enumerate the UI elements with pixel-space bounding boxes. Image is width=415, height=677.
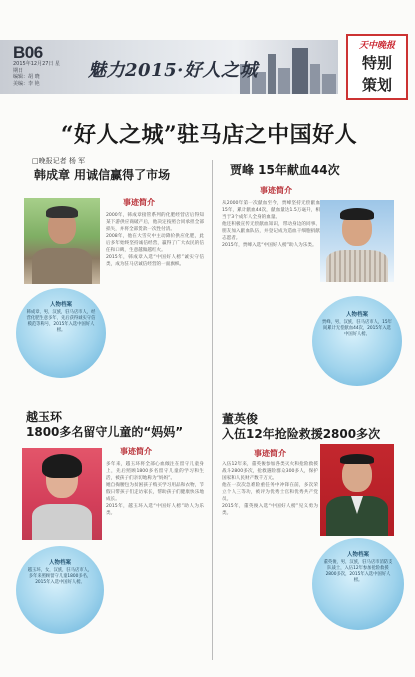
headline-name: 董英俊: [222, 412, 259, 426]
hair-shape: [340, 208, 374, 220]
article-body: [222, 461, 318, 517]
paragraph: 多年来，越玉环将全部心血倾注在留守儿童身上，先后照顾1800多名留守儿童的学习和生活，被孩子们亲切地称为“妈妈”。: [106, 462, 204, 481]
clothes-shape: [32, 504, 92, 540]
bubble-heading: 人物档案: [346, 552, 369, 558]
paragraph: 2015年，贾峰入选“中国好人榜”助人为乐类。: [222, 243, 317, 248]
pub-designer: 美编：李 艳: [13, 80, 40, 87]
portrait-photo: [22, 448, 102, 540]
headline-subtitle: 1800多名留守儿童的“妈妈”: [26, 425, 184, 439]
bubble-text: 越玉环，女，汉族，驻马店市人，多年来照顾留守儿童1800多名，2015年入选中国好人榜。: [27, 568, 93, 585]
stamp-brand: 天中晚报: [358, 41, 395, 51]
skyline-building: [292, 48, 308, 94]
paragraph: 他在一次次急难险重任务中冲锋在前，多次荣立个人三等功，被评为优秀士官和优秀共产党员。: [222, 483, 318, 502]
skyline-building: [310, 64, 320, 94]
paragraph: 2015年，韩成章入选“中国好人榜”诚实守信类，成为驻马店诚信经营的一面旗帜。: [106, 255, 204, 267]
byline: □晚报记者 杨 军: [32, 157, 86, 165]
skyline-building: [268, 54, 276, 94]
shirt-shape: [326, 250, 388, 282]
hair-shape: [42, 454, 82, 478]
page-number: B06: [13, 43, 43, 62]
profile-bubble: [312, 538, 404, 630]
profile-bubble: [16, 288, 106, 378]
article-headline: 贾峰 15年献血44次: [230, 163, 340, 177]
article-headline: [26, 410, 183, 440]
special-feature-stamp: [346, 34, 408, 100]
hair-shape: [46, 206, 78, 218]
profile-bubble: [16, 546, 104, 634]
portrait-photo: [320, 444, 394, 536]
skyline-building: [278, 68, 290, 94]
pub-date: 2015年12月27日 星期日: [13, 61, 61, 74]
paragraph: 他还积极宣传无偿献血知识，带动身边的同事、朋友加入献血队伍，并登记成为造血干细胞捐献志愿者。: [222, 222, 320, 241]
sub-head: 事迹简介: [254, 449, 286, 458]
article-body: [106, 212, 204, 268]
headline-name: 越玉环: [26, 410, 63, 424]
sub-head: 事迹简介: [260, 186, 292, 195]
headline-subtitle: 入伍12年抢险救援2800多次: [222, 427, 381, 441]
paragraph: 入伍12年来，董英俊参加各类灭火和抢险救援战斗2800多次，抢救遇险群众300多人，保护国家和人民财产数千万元。: [222, 462, 318, 481]
bubble-text: 韩成章，男，汉族，驻马店市人，经营化肥生意多年，先后获得诚实守信模范等称号，2015年入选中国好人榜。: [26, 310, 96, 333]
pub-editor: 编辑：胡 晓: [13, 74, 40, 80]
paragraph: 2008年，他在大雪灾中主动降价供应化肥，此后多年始终坚持诚信经营，赢得了广大农民的信任和口碑，生意越做越红火。: [106, 234, 204, 253]
article-headline: 韩成章 用诚信赢得了市场: [34, 168, 171, 182]
hair-shape: [340, 454, 374, 464]
bubble-heading: 人物档案: [49, 302, 72, 308]
main-headline: “好人之城”驻马店之中国好人: [60, 122, 358, 148]
article-headline: [222, 412, 380, 442]
sub-head: 事迹简介: [120, 447, 152, 456]
paragraph: 她自掏腰包为贫困孩子购买学习用品和衣物，节假日带孩子们走访家长，帮助孩子们健康快乐地成长。: [106, 483, 204, 502]
bubble-heading: 人物档案: [345, 312, 368, 318]
paragraph: 2015年，董英俊入选“中国好人榜”见义勇为类。: [222, 504, 318, 516]
paragraph: 从2000年第一次献血至今，贾峰坚持无偿献血15年，累计献血44次，献血量达1.5万毫升，相当于3个成年人全身的血量。: [222, 201, 320, 220]
jacket-shape: [32, 248, 92, 284]
publication-info: [13, 61, 65, 87]
profile-bubble: [312, 296, 402, 386]
stamp-label-line1: 特别: [361, 54, 392, 72]
paragraph: 2000年，韩成章接管系列的化肥经营店后得知某下游供应商破产后，他决定按照合同承担全部损失，并将全部货款一次性付清。: [106, 213, 204, 232]
bubble-text: 贾峰，男，汉族，驻马店市人，15年间累计无偿献血44次，2015年入选中国好人榜。: [322, 320, 392, 337]
portrait-photo: [320, 200, 394, 282]
sub-head: 事迹简介: [123, 198, 155, 207]
section-title: 魅力2015·好人之城: [88, 60, 258, 81]
skyline-building: [322, 74, 336, 94]
bubble-text: 董英俊，男，汉族，驻马店市消防支队战士，入伍12年参加抢险救援2800多次，2015年入选中国好人榜。: [323, 560, 393, 583]
stamp-label-line2: 策划: [361, 76, 392, 94]
bubble-heading: 人物档案: [48, 560, 71, 566]
portrait-photo: [24, 198, 100, 284]
article-body: [106, 461, 204, 517]
paragraph: 2015年，越玉环入选“中国好人榜”助人为乐类。: [106, 504, 204, 516]
column-divider: [212, 160, 213, 660]
article-body: [222, 200, 320, 249]
